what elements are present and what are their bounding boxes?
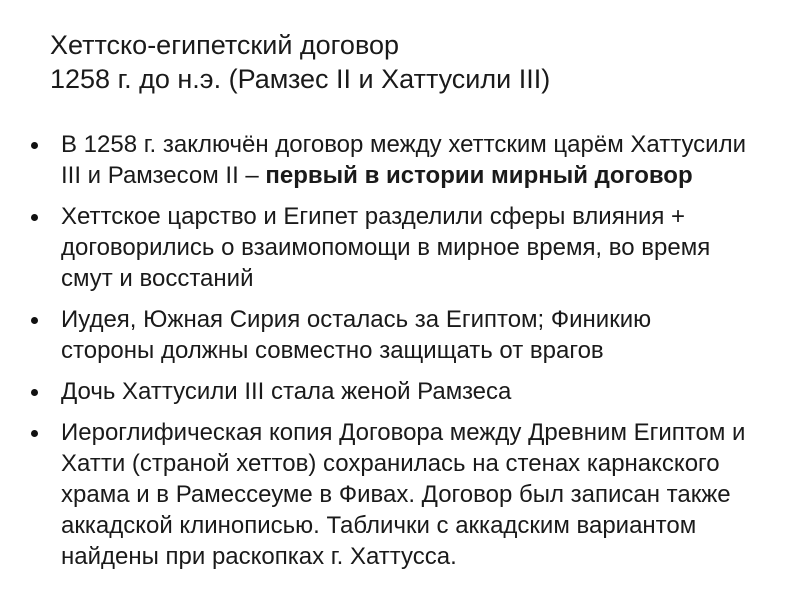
bullet-text-line: Иудея, Южная Сирия осталась за Египтом; Финикию xyxy=(61,306,652,333)
bullet-text-line: стороны должны совместно защищать от врагов xyxy=(61,337,604,364)
bullet-text-bold: первый в истории мирный договор xyxy=(265,162,693,189)
bullet-dot-icon xyxy=(31,317,38,324)
bullet-text-plain: III и Рамзесом II – xyxy=(61,162,266,189)
bullet-text-line: Дочь Хаттусили III стала женой Рамзеса xyxy=(61,378,512,405)
bullet-text-line: найдены при раскопках г. Хаттусса. xyxy=(61,543,457,570)
bullet-dot-icon xyxy=(31,430,38,437)
slide-title xyxy=(50,28,770,96)
bullet-item-daughter xyxy=(28,376,788,407)
bullet-item-treaty xyxy=(28,129,788,191)
bullet-text-line: Хатти (страной хеттов) сохранилась на стенах карнакского xyxy=(61,450,720,477)
bullet-text-line: В 1258 г. заключён договор между хеттским царём Хаттусили xyxy=(61,131,746,158)
title-line-1: Хеттско-египетский договор xyxy=(50,30,400,60)
bullet-text-line: храма и в Рамессеуме в Фивах. Договор был записан также xyxy=(61,481,731,508)
bullet-dot-icon xyxy=(31,142,38,149)
bullet-item-judea xyxy=(28,304,788,366)
bullet-list xyxy=(28,129,788,582)
bullet-text-line: Иероглифическая копия Договора между Древним Египтом и xyxy=(61,419,746,446)
bullet-dot-icon xyxy=(31,389,38,396)
bullet-text-line: смут и восстаний xyxy=(61,265,254,292)
bullet-text-line: Хеттское царство и Египет разделили сферы влияния + xyxy=(61,203,686,230)
bullet-text-line xyxy=(61,160,788,191)
bullet-dot-icon xyxy=(31,214,38,221)
bullet-text-line: аккадской клинописью. Таблички с аккадским вариантом xyxy=(61,512,697,539)
title-line-2: 1258 г. до н.э. (Рамзес II и Хаттусили III) xyxy=(50,64,551,94)
bullet-text-line: договорились о взаимопомощи в мирное время, во время xyxy=(61,234,711,261)
bullet-item-spheres xyxy=(28,201,788,294)
bullet-item-copy xyxy=(28,417,788,572)
